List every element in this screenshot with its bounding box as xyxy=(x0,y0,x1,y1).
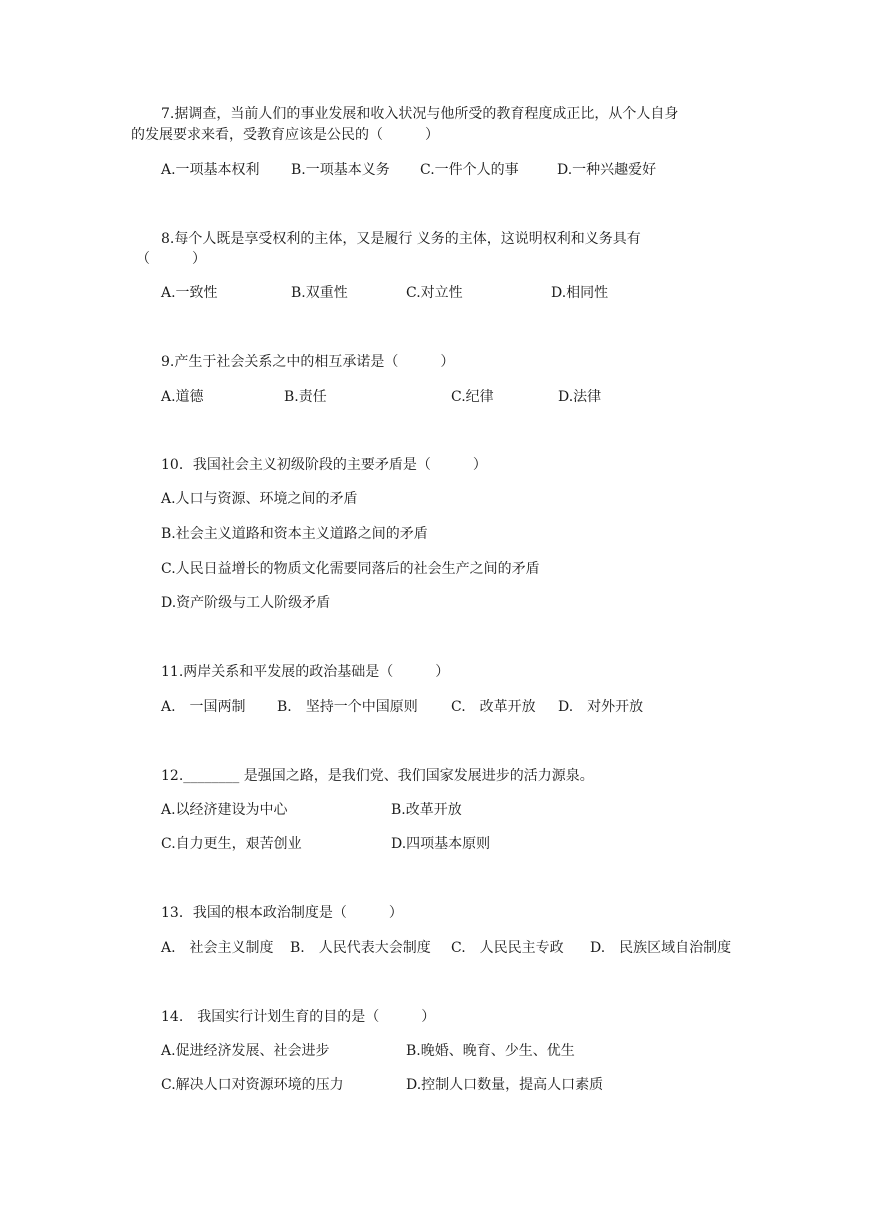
q8-option-d: D.相同性 xyxy=(551,285,609,301)
q13-option-b: B. 人民代表大会制度 xyxy=(290,940,431,956)
q9-option-d: D.法律 xyxy=(558,389,602,405)
q10-option-c: C.人民日益增长的物质文化需要同落后的社会生产之间的矛盾 xyxy=(161,561,540,577)
q12-option-a: A.以经济建设为中心 xyxy=(161,802,288,818)
q8-option-c: C.对立性 xyxy=(406,285,463,301)
q7-option-b: B.一项基本义务 xyxy=(291,162,390,178)
q14-option-c: C.解决人口对资源环境的压力 xyxy=(161,1077,344,1093)
q14-option-b: B.晚婚、晚育、少生、优生 xyxy=(406,1043,575,1059)
q12-stem-line1: 12.________ 是强国之路，是我们党、我们国家发展进步的活力源泉。 xyxy=(161,768,594,784)
q11-option-a: A. 一国两制 xyxy=(161,699,246,715)
q9-option-a: A.道德 xyxy=(161,389,204,405)
q11-option-c: C. 改革开放 xyxy=(451,699,536,715)
q8-option-a: A.一致性 xyxy=(161,285,218,301)
q7-option-d: D.一种兴趣爱好 xyxy=(557,162,657,178)
q10-option-d: D.资产阶级与工人阶级矛盾 xyxy=(161,595,331,611)
q13-option-c: C. 人民民主专政 xyxy=(451,940,564,956)
q7-option-a: A.一项基本权利 xyxy=(161,162,260,178)
q11-option-b: B. 坚持一个中国原则 xyxy=(277,699,418,715)
q13-option-a: A. 社会主义制度 xyxy=(161,940,274,956)
q8-stem-line2: （ ） xyxy=(136,251,206,267)
q8-stem-line1: 8.每个人既是享受权利的主体，又是履行 义务的主体，这说明权利和义务具有 xyxy=(161,231,641,247)
q12-option-d: D.四项基本原则 xyxy=(391,836,491,852)
q14-option-d: D.控制人口数量，提高人口素质 xyxy=(406,1077,604,1093)
q12-option-b: B.改革开放 xyxy=(391,802,462,818)
q14-stem-line1: 14. 我国实行计划生育的目的是（ ） xyxy=(161,1009,436,1025)
q11-stem-line1: 11.两岸关系和平发展的政治基础是（ ） xyxy=(161,664,450,680)
q10-option-b: B.社会主义道路和资本主义道路之间的矛盾 xyxy=(161,526,428,542)
q7-stem-line2: 的发展要求来看，受教育应该是公民的（ ） xyxy=(131,127,439,143)
q10-stem-line1: 10．我国社会主义初级阶段的主要矛盾是（ ） xyxy=(161,457,487,473)
q11-option-d: D. 对外开放 xyxy=(558,699,644,715)
q14-option-a: A.促进经济发展、社会进步 xyxy=(161,1043,330,1059)
q7-stem-line1: 7.据调查，当前人们的事业发展和收入状况与他所受的教育程度成正比，从个人自身 xyxy=(161,106,679,122)
q12-option-c: C.自力更生，艰苦创业 xyxy=(161,836,302,852)
q10-option-a: A.人口与资源、环境之间的矛盾 xyxy=(161,491,358,507)
q9-option-b: B.责任 xyxy=(284,389,327,405)
q13-stem-line1: 13．我国的根本政治制度是（ ） xyxy=(161,905,403,921)
q9-option-c: C.纪律 xyxy=(451,389,494,405)
q7-option-c: C.一件个人的事 xyxy=(420,162,519,178)
q9-stem-line1: 9.产生于社会关系之中的相互承诺是（ ） xyxy=(161,354,455,370)
q13-option-d: D. 民族区域自治制度 xyxy=(590,940,732,956)
q8-option-b: B.双重性 xyxy=(291,285,348,301)
